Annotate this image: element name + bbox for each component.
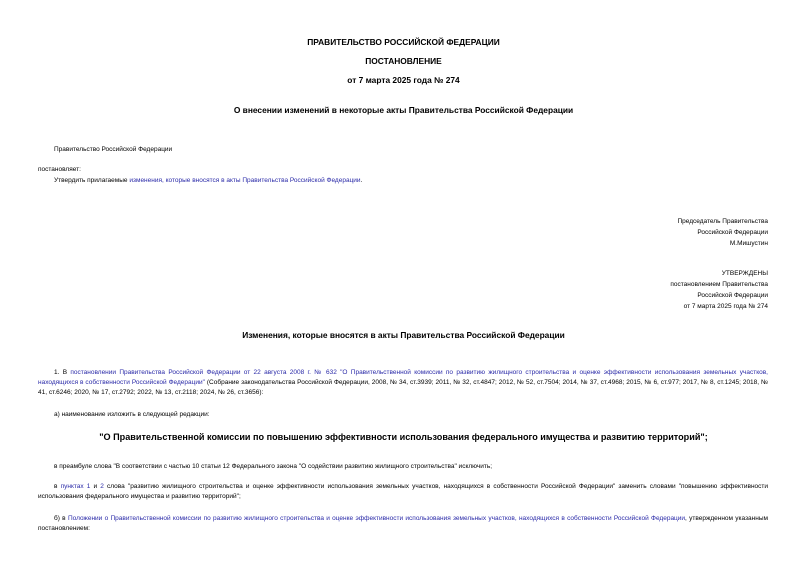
point-2-link[interactable]: 2 [100,483,104,490]
points-suffix: слова "развитию жилищного строительства и оценке эффективности использования земельных участков, находящихся в собственности Российской Федерации" заменить словами "повышению эффективности использования федерального имущества и развитию территорий"; [38,483,769,500]
date-number-heading: от 7 марта 2025 года № 274 [347,75,460,85]
decree-word: постановляет: [38,166,81,173]
org-heading: ПРАВИТЕЛЬСТВО РОССИЙСКОЙ ФЕДЕРАЦИИ [307,37,500,47]
changes-title: Изменения, которые вносятся в акты Правительства Российской Федерации [242,330,565,340]
point-1-link[interactable]: пунктах 1 [60,483,91,490]
doc-type-heading: ПОСТАНОВЛЕНИЕ [365,56,442,66]
item-1-suffix: (Собрание законодательства Российской Федерации, 2008, № 34, ст.3939; 2011, № 32, ст.4847; 2012, № 52, ст.7504; 2014, № 37, ст.4968; 2015, № 6, ст.977; 2017, № 8, ст.1245; 2018, № 41, ст.6246; 2020, № 17, ст.2792; 2022, № 13, ст.2118; 2024, № 26, ст.3656): [38,379,769,396]
approved-heading: УТВЕРЖДЕНЫ [721,270,768,277]
new-name-heading: "О Правительственной комиссии по повышению эффективности использования федерального имущества и развитию территорий"; [99,432,708,442]
points-mid: и [90,483,101,490]
approve-prefix: Утвердить прилагаемые [54,177,130,184]
approved-federation: Российской Федерации [697,292,768,299]
preamble-change-paragraph: в преамбуле слова "В соответствии с частью 10 статьи 12 Федерального закона "О содействии развитию жилищного строительства" исключить; [54,463,493,470]
approved-by: постановлением Правительства [670,281,768,288]
resolution-632-link[interactable]: постановлении Правительства Российской Федерации от 22 августа 2008 г. № 632 "О Правительственной комиссии по развитию жилищного строительства и оценке эффективности использования земельных участков, находящихся в собственности Российской Федерации" [38,369,768,386]
sub-b-prefix: б) в [54,515,68,522]
preamble-line: Правительство Российской Федерации [54,146,173,153]
approve-paragraph [54,176,362,186]
sub-a-paragraph: а) наименование изложить в следующей редакции: [54,411,210,418]
approved-block [670,268,768,312]
regulation-link[interactable]: Положении о Правительственной комиссии по развитию жилищного строительства и оценке эффективности использования земельных участков, находящихся в собственности Российской Федерации [67,515,686,522]
approved-date: от 7 марта 2025 года № 274 [683,303,768,310]
item-1-prefix: 1. В [54,369,71,376]
sub-b-paragraph [38,514,768,534]
document-title: О внесении изменений в некоторые акты Правительства Российской Федерации [233,105,574,115]
points-prefix: в [54,483,61,490]
signature-federation: Российской Федерации [697,229,768,236]
signature-block [677,216,768,249]
points-change-paragraph [38,482,768,502]
approve-suffix: . [360,177,363,184]
sub-b-suffix: , утвержденном указанным постановлением: [38,515,768,532]
item-1-paragraph [38,368,768,398]
signature-name: М.Мишустин [729,240,768,247]
changes-link[interactable]: изменения, которые вносятся в акты Правительства Российской Федерации [129,177,361,184]
signature-title: Председатель Правительства [677,218,768,225]
